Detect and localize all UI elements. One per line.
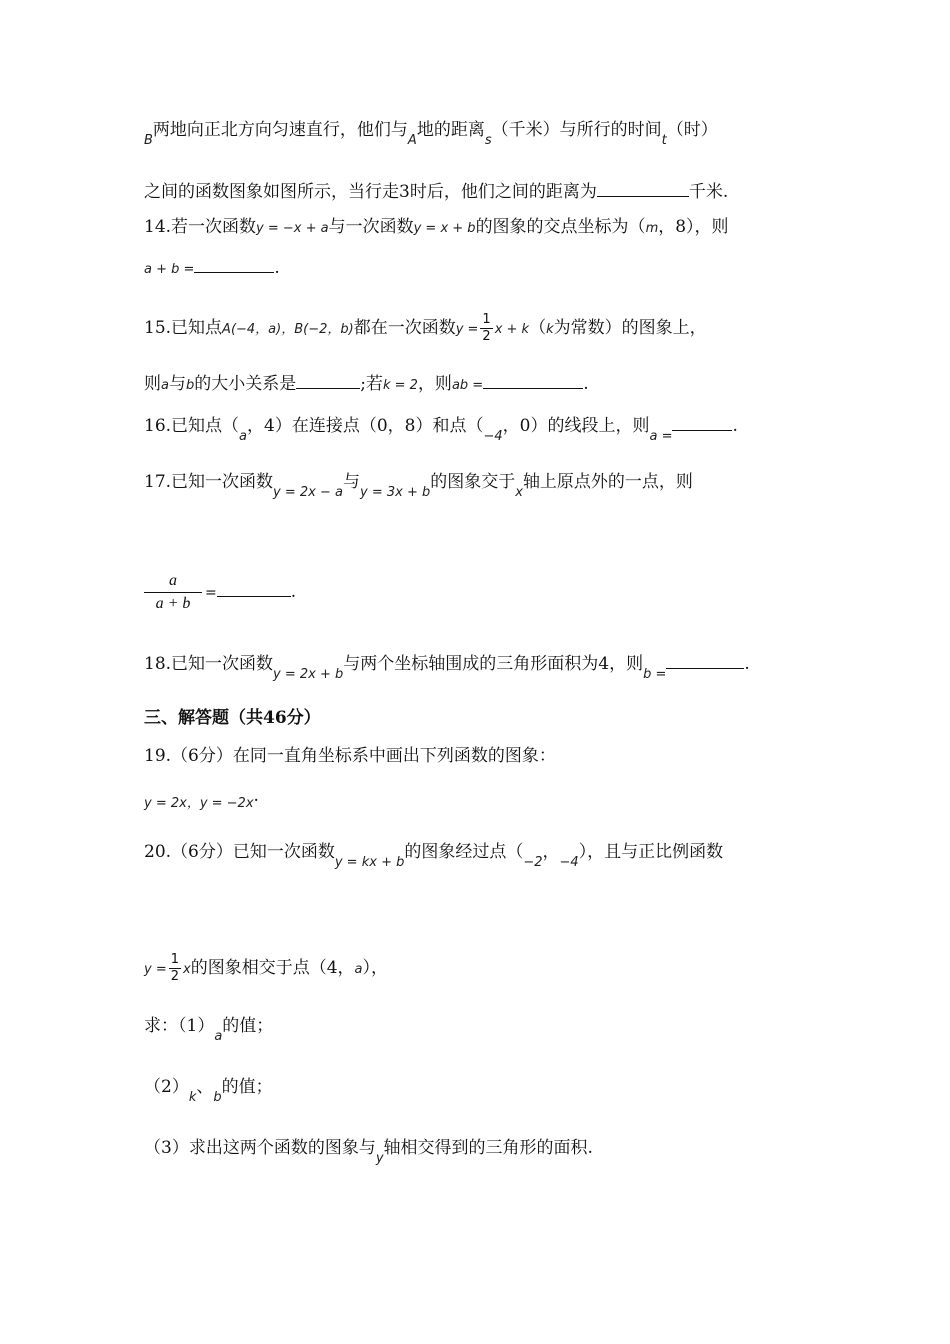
text: .: [274, 258, 280, 278]
math: a =: [649, 429, 673, 444]
text: 14.若一次函数: [144, 217, 257, 237]
var-A: A: [407, 133, 417, 148]
q20-line5: [144, 1136, 593, 1166]
math: b: [213, 1090, 222, 1105]
math: −4: [483, 429, 503, 444]
math: y =: [144, 962, 167, 977]
q15-line1: [144, 312, 707, 345]
math: y: [375, 1151, 384, 1166]
text: ，0）的线段上，则: [502, 416, 650, 436]
text: 与: [168, 374, 186, 394]
math: ab =: [451, 378, 484, 393]
text: 千米.: [688, 182, 729, 202]
text: ），且与正比例函数: [578, 842, 724, 862]
answer-blank[interactable]: [597, 180, 689, 197]
q17-answer-line: [205, 580, 296, 605]
q20-line1: [144, 840, 724, 870]
math: y =: [455, 322, 479, 337]
section-heading: 三、解答题（共46分）: [144, 708, 321, 728]
q20-line3: [144, 1014, 274, 1044]
q20-line2: [144, 952, 388, 985]
math: m: [645, 221, 659, 236]
text: .: [583, 374, 589, 394]
text: ;若: [360, 374, 383, 394]
math: y = 2x，y = −2x: [144, 796, 254, 811]
math: y = 2x − a: [273, 485, 343, 500]
math: y = 3x + b: [360, 485, 431, 500]
q18-line: [144, 646, 750, 682]
q16-line: [144, 408, 738, 444]
math: k: [188, 1090, 197, 1105]
text: （时）: [666, 120, 718, 140]
text: 的图象的交点坐标为（: [475, 217, 646, 237]
math: −4: [559, 855, 579, 870]
math: x + k: [494, 322, 530, 337]
text: 17.已知一次函数: [144, 472, 274, 492]
text: 都在一次函数: [353, 318, 456, 338]
math: y = x + b: [413, 221, 476, 236]
text: 的图象经过点（: [404, 842, 524, 862]
text: （2）: [144, 1077, 189, 1097]
text: 与两个坐标轴围成的三角形面积为4，则: [343, 654, 644, 674]
q14-line1: [144, 215, 729, 241]
text: ），: [362, 958, 388, 978]
q19-line1: [144, 744, 556, 768]
q15-line2: [144, 372, 589, 398]
var-s: s: [484, 133, 492, 148]
text: 求：（1）: [144, 1016, 215, 1036]
answer-blank[interactable]: [672, 408, 732, 431]
text: 与一次函数: [328, 217, 414, 237]
text: 则: [144, 374, 161, 394]
math: k: [546, 322, 554, 337]
text: ，则: [417, 374, 452, 394]
answer-blank[interactable]: [483, 372, 583, 389]
text: ，: [542, 842, 560, 862]
q14-line2: [144, 256, 280, 282]
var-B: B: [144, 133, 153, 148]
text: （千米）与所行的时间: [491, 120, 662, 140]
text: 之间的函数图象如图所示，当行走3时后，他们之间的距离为: [144, 182, 597, 202]
text: 的值；: [222, 1016, 274, 1036]
text: 为常数）的图象上，: [553, 318, 707, 338]
denominator: 2: [482, 329, 491, 344]
text: 地的距离: [416, 120, 485, 140]
answer-blank[interactable]: [217, 584, 291, 597]
math: x: [183, 962, 191, 977]
math: y = −x + a: [256, 221, 329, 236]
text: 18.已知一次函数: [144, 654, 274, 674]
fraction: [169, 952, 181, 985]
q17-fraction: [144, 572, 202, 613]
math: −2: [523, 855, 543, 870]
text: 两地向正北方向匀速直行，他们与: [152, 120, 408, 140]
text: ，8），则: [658, 217, 729, 237]
math: y = 2x + b: [273, 667, 344, 682]
text: .: [253, 786, 259, 806]
numerator: 1: [482, 312, 491, 327]
text: ，4）在连接点（0，8）和点（: [247, 416, 484, 436]
math: x: [515, 485, 523, 500]
math: A(−4，a)，B(−2，b): [222, 322, 354, 337]
text: 的大小关系是: [194, 374, 297, 394]
text: .: [744, 654, 750, 674]
math: b =: [643, 667, 667, 682]
numerator: 1: [170, 952, 179, 967]
text: 15.已知点: [144, 318, 223, 338]
text: 16.已知点（: [144, 416, 240, 436]
math: y = kx + b: [334, 855, 405, 870]
q20-line4: [144, 1075, 273, 1105]
q13-line2: [144, 180, 728, 204]
math: a + b =: [144, 262, 195, 277]
denominator: a + b: [144, 592, 202, 613]
answer-blank[interactable]: [296, 372, 360, 389]
text: （3）求出这两个函数的图象与: [144, 1138, 376, 1158]
fraction: [480, 312, 492, 345]
text: 、: [196, 1077, 214, 1097]
text: 与: [343, 472, 360, 492]
numerator: a: [169, 572, 177, 589]
math: a: [354, 962, 363, 977]
q13-line1: [144, 118, 718, 148]
equals-sign: =: [205, 585, 217, 601]
math: b: [185, 378, 195, 393]
text: （: [529, 318, 547, 338]
text: .: [290, 582, 297, 602]
text: 19.（6分）在同一直角坐标系中画出下列函数的图象：: [144, 746, 556, 766]
math: a: [161, 378, 169, 393]
math: a: [239, 429, 248, 444]
answer-blank[interactable]: [666, 646, 744, 669]
var-t: t: [661, 133, 667, 148]
q17-line1: [144, 470, 693, 500]
denominator: 2: [170, 969, 179, 984]
text: 轴上原点外的一点，则: [522, 472, 693, 492]
text: 20.（6分）已知一次函数: [144, 842, 335, 862]
text: 轴相交得到的三角形的面积.: [383, 1138, 593, 1158]
answer-blank[interactable]: [194, 256, 274, 273]
text: 的图象相交于点（4，: [190, 958, 355, 978]
math: k = 2: [382, 378, 418, 393]
math: a: [214, 1029, 223, 1044]
text: .: [732, 416, 738, 436]
text: 的图象交于: [430, 472, 516, 492]
q19-line2: [144, 786, 259, 816]
text: 的值；: [221, 1077, 273, 1097]
